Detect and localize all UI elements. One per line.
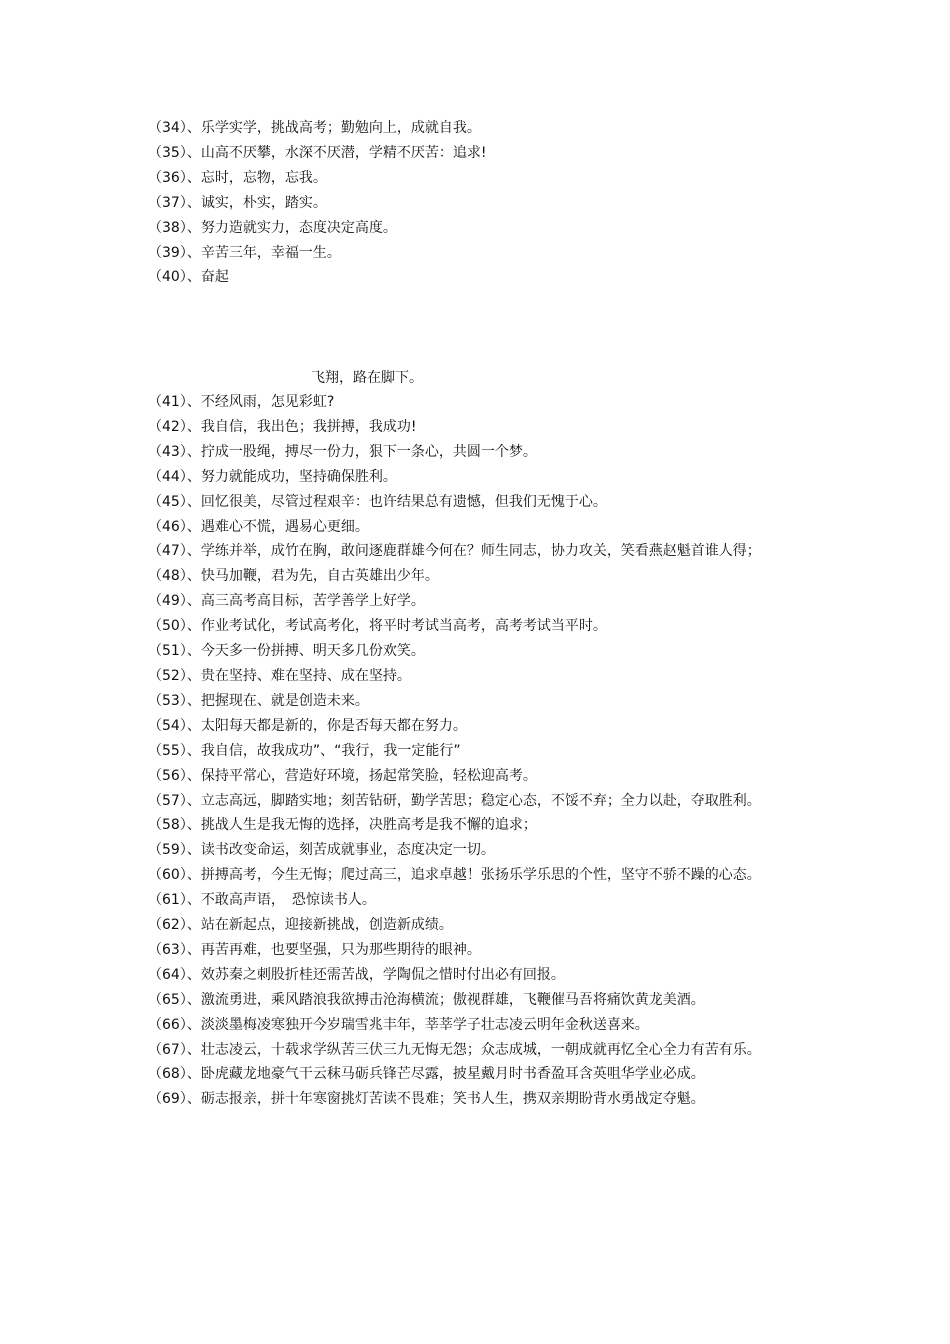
list-item: （37）、诚实，朴实，踏实。: [148, 194, 327, 211]
list-item: （42）、我自信，我出色；我拼搏，我成功!: [148, 418, 417, 435]
list-item: （56）、保持平常心，营造好环境，扬起常笑脸，轻松迎高考。: [148, 767, 537, 784]
list-item: （65）、激流勇进，乘风踏浪我欲搏击沧海横流；傲视群雄，飞鞭催马吾将痛饮黄龙美酒。: [148, 991, 705, 1008]
list-item: （61）、不敢高声语， 恐惊读书人。: [148, 892, 376, 909]
list-item: （40）、奋起: [148, 269, 229, 286]
list-item: （59）、读书改变命运，刻苦成就事业，态度决定一切。: [148, 842, 495, 859]
slogan-list-part-2: [148, 390, 810, 1112]
list-item: （69）、砺志报亲，拼十年寒窗挑灯苦读不畏难；笑书人生，携双亲期盼背水勇战定夺魁。: [148, 1091, 705, 1108]
list-item: （62）、站在新起点，迎接新挑战，创造新成绩。: [148, 917, 453, 934]
list-item: （35）、山高不厌攀，水深不厌潜，学精不厌苦：追求!: [148, 144, 487, 161]
list-item: （41）、不经风雨，怎见彩虹?: [148, 394, 335, 410]
list-item: （39）、辛苦三年，幸福一生。: [148, 244, 341, 261]
list-item: （60）、拼搏高考，今生无悔；爬过高三，追求卓越！张扬乐学乐思的个性，坚守不骄不躁的心态。: [148, 867, 761, 884]
list-item: （53）、把握现在、就是创造未来。: [148, 692, 369, 709]
list-item: （67）、壮志凌云，十载求学纵苦三伏三九无悔无怨；众志成城，一朝成就再忆全心全力有苦有乐。: [148, 1041, 761, 1058]
list-item: （63）、再苦再难，也要坚强，只为那些期待的眼神。: [148, 941, 481, 958]
list-item: （45）、回忆很美，尽管过程艰辛：也许结果总有遗憾，但我们无愧于心。: [148, 493, 607, 510]
list-item: （44）、努力就能成功，坚持确保胜利。: [148, 468, 397, 485]
continued-text-fragment: 飞翔，路在脚下。: [311, 370, 423, 386]
list-item: （64）、效苏秦之刺股折桂还需苦战，学陶侃之惜时付出必有回报。: [148, 966, 565, 983]
list-item: （50）、作业考试化，考试高考化，将平时考试当高考，高考考试当平时。: [148, 618, 607, 635]
list-item: （52）、贵在坚持、难在坚持、成在坚持。: [148, 667, 411, 684]
list-item: （34）、乐学实学，挑战高考；勤勉向上，成就自我。: [148, 120, 481, 136]
list-item: （43）、拧成一股绳，搏尽一份力，狠下一条心，共圆一个梦。: [148, 443, 537, 460]
list-item: （51）、今天多一份拼搏、明天多几份欢笑。: [148, 643, 425, 660]
list-item: （48）、快马加鞭，君为先，自古英雄出少年。: [148, 568, 439, 585]
list-item: （46）、遇难心不慌，遇易心更细。: [148, 518, 369, 535]
list-item: （38）、努力造就实力，态度决定高度。: [148, 219, 397, 236]
list-item: （47）、学练并举，成竹在胸，敢问逐鹿群雄今何在？师生同志，协力攻关，笑看燕赵魁首谁人得；: [148, 543, 761, 560]
list-item: （54）、太阳每天都是新的，你是否每天都在努力。: [148, 717, 467, 734]
list-item: （49）、高三高考高目标，苦学善学上好学。: [148, 593, 425, 610]
list-item: （55）、我自信，故我成功”、“我行，我一定能行”: [148, 742, 461, 759]
list-item: （58）、挑战人生是我无悔的选择，决胜高考是我不懈的追求；: [148, 817, 537, 834]
list-item: （57）、立志高远，脚踏实地；刻苦钻研，勤学苦思；稳定心态，不馁不弃；全力以赴，夺取胜利。: [148, 792, 761, 809]
list-item: （66）、淡淡墨梅凌寒独开今岁瑞雪兆丰年，莘莘学子壮志凌云明年金秋送喜来。: [148, 1016, 649, 1033]
list-item: （68）、卧虎藏龙地豪气干云秣马砺兵锋芒尽露，披星戴月时书香盈耳含英咀华学业必成。: [148, 1066, 705, 1083]
list-item: （36）、忘时，忘物，忘我。: [148, 169, 327, 186]
slogan-list-part-1: [148, 116, 810, 290]
